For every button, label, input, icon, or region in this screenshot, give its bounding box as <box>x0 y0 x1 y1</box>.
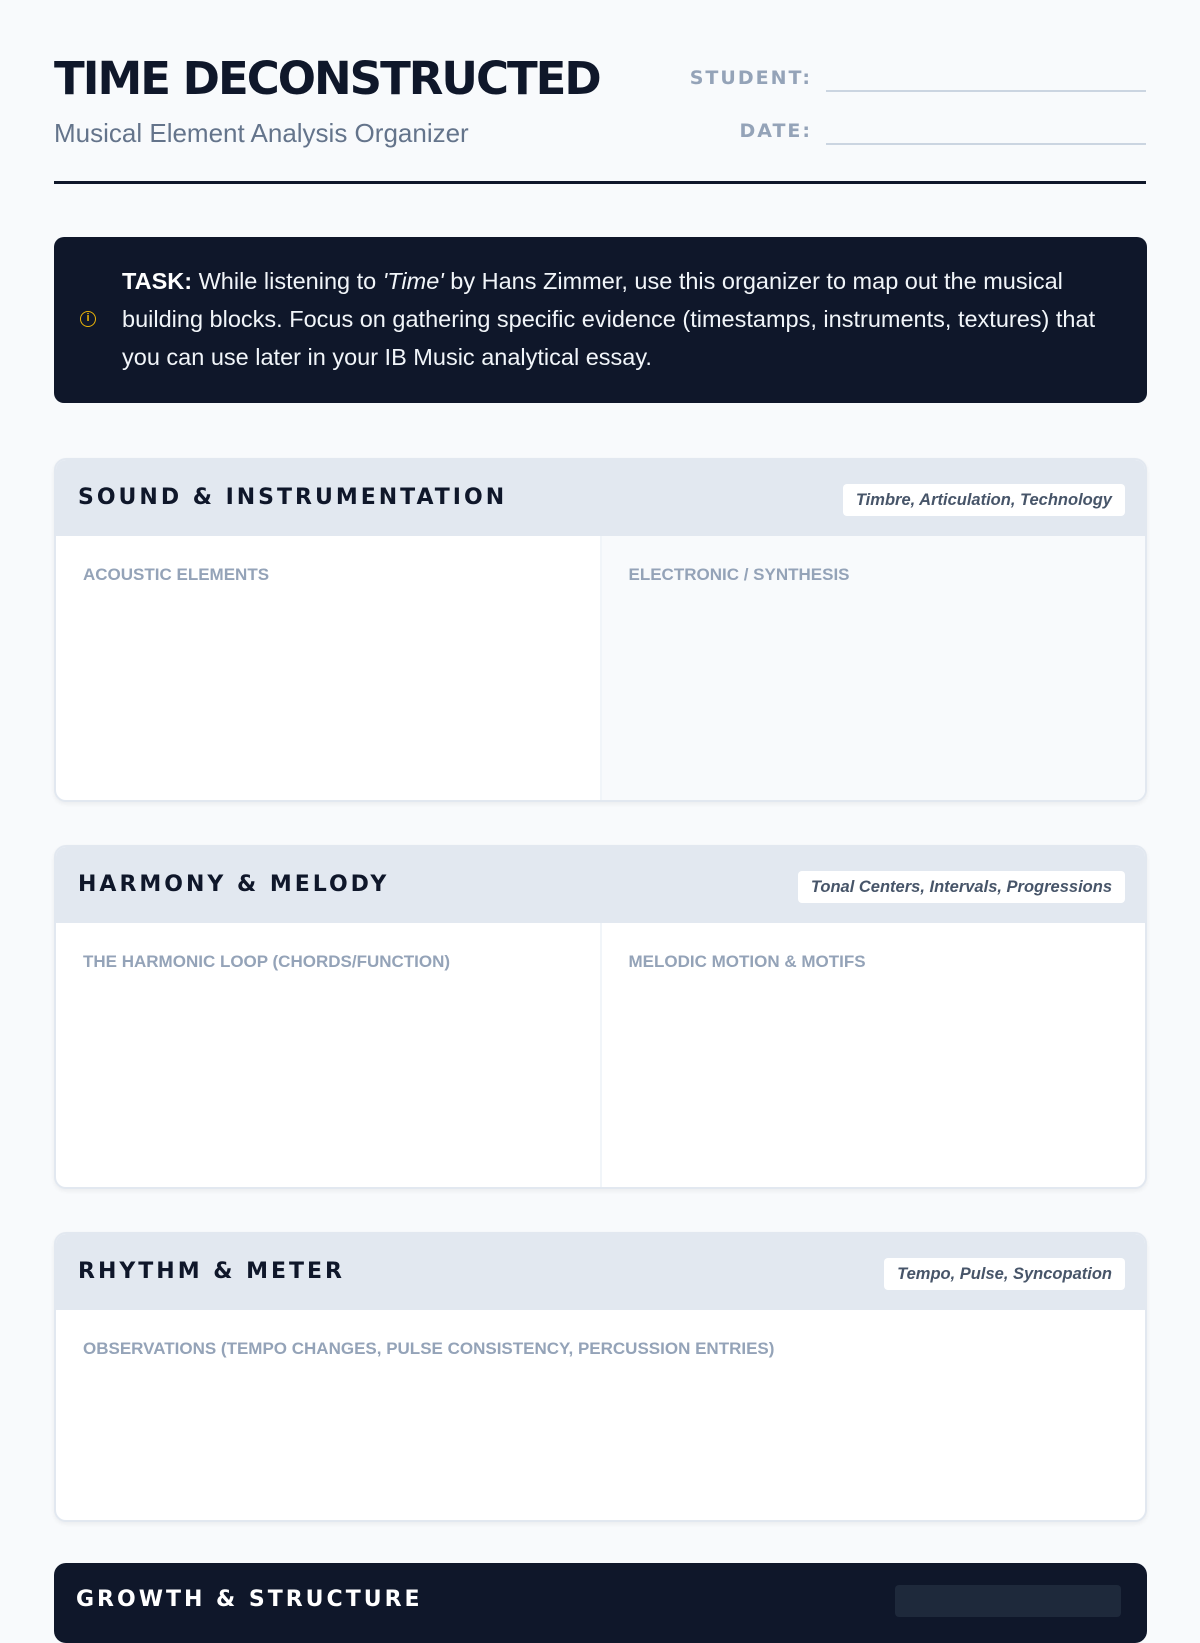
rhythm-observations-area[interactable] <box>56 1310 1145 1522</box>
task-text-before: While listening to <box>192 268 383 294</box>
section-tag: Timbre, Articulation, Technology <box>843 484 1125 516</box>
column-label: ACOUSTIC ELEMENTS <box>83 565 270 584</box>
student-label: STUDENT: <box>689 67 812 89</box>
date-line[interactable] <box>826 111 1146 145</box>
date-label: DATE: <box>739 120 812 142</box>
section-title: RHYTHM & METER <box>78 1259 345 1284</box>
task-box <box>54 237 1147 403</box>
section-header <box>56 847 1145 923</box>
task-text <box>122 262 1117 376</box>
column-label: OBSERVATIONS (TEMPO CHANGES, PULSE CONSISTENCY, PERCUSSION ENTRIES) <box>83 1339 775 1358</box>
harmonic-loop-area[interactable] <box>56 923 600 1189</box>
section-title: HARMONY & MELODY <box>78 872 390 897</box>
task-keyword: TASK: <box>122 268 193 294</box>
student-field <box>682 58 1146 92</box>
section-rhythm-meter <box>54 1232 1147 1522</box>
column-label: ELECTRONIC / SYNTHESIS <box>628 565 850 584</box>
column-label: THE HARMONIC LOOP (CHORDS/FUNCTION) <box>83 952 451 971</box>
section-sound-instrumentation <box>54 458 1147 802</box>
section-title: GROWTH & STRUCTURE <box>76 1587 423 1612</box>
acoustic-elements-area[interactable] <box>56 536 600 802</box>
section-body <box>56 923 1145 1189</box>
section-tag: Tempo, Pulse, Syncopation <box>884 1258 1125 1290</box>
info-icon: i <box>80 311 96 327</box>
task-song-title: 'Time' <box>382 268 444 294</box>
melodic-motion-area[interactable] <box>600 923 1146 1189</box>
section-tag: Tonal Centers, Intervals, Progressions <box>798 871 1125 903</box>
section-body <box>56 1310 1145 1522</box>
date-field <box>682 111 1146 145</box>
electronic-synthesis-area[interactable] <box>600 536 1146 802</box>
section-growth-structure <box>54 1563 1147 1643</box>
section-title: SOUND & INSTRUMENTATION <box>78 485 508 510</box>
task-text-after: by Hans Zimmer, use this organizer to map out the musical building blocks. Focus on gathering specific evidence (timestamps, instruments, textures) that you can use later in your IB Music analytical essay. <box>122 268 1096 370</box>
page-subtitle: Musical Element Analysis Organizer <box>54 118 469 148</box>
section-body <box>56 536 1145 802</box>
section-tag <box>895 1585 1121 1617</box>
student-name-line[interactable] <box>826 58 1146 92</box>
section-header <box>56 1234 1145 1310</box>
section-header <box>56 460 1145 536</box>
worksheet-header <box>54 0 1146 184</box>
section-harmony-melody <box>54 845 1147 1189</box>
page-title: TIME DECONSTRUCTED <box>54 52 600 105</box>
column-label: MELODIC MOTION & MOTIFS <box>628 952 866 971</box>
